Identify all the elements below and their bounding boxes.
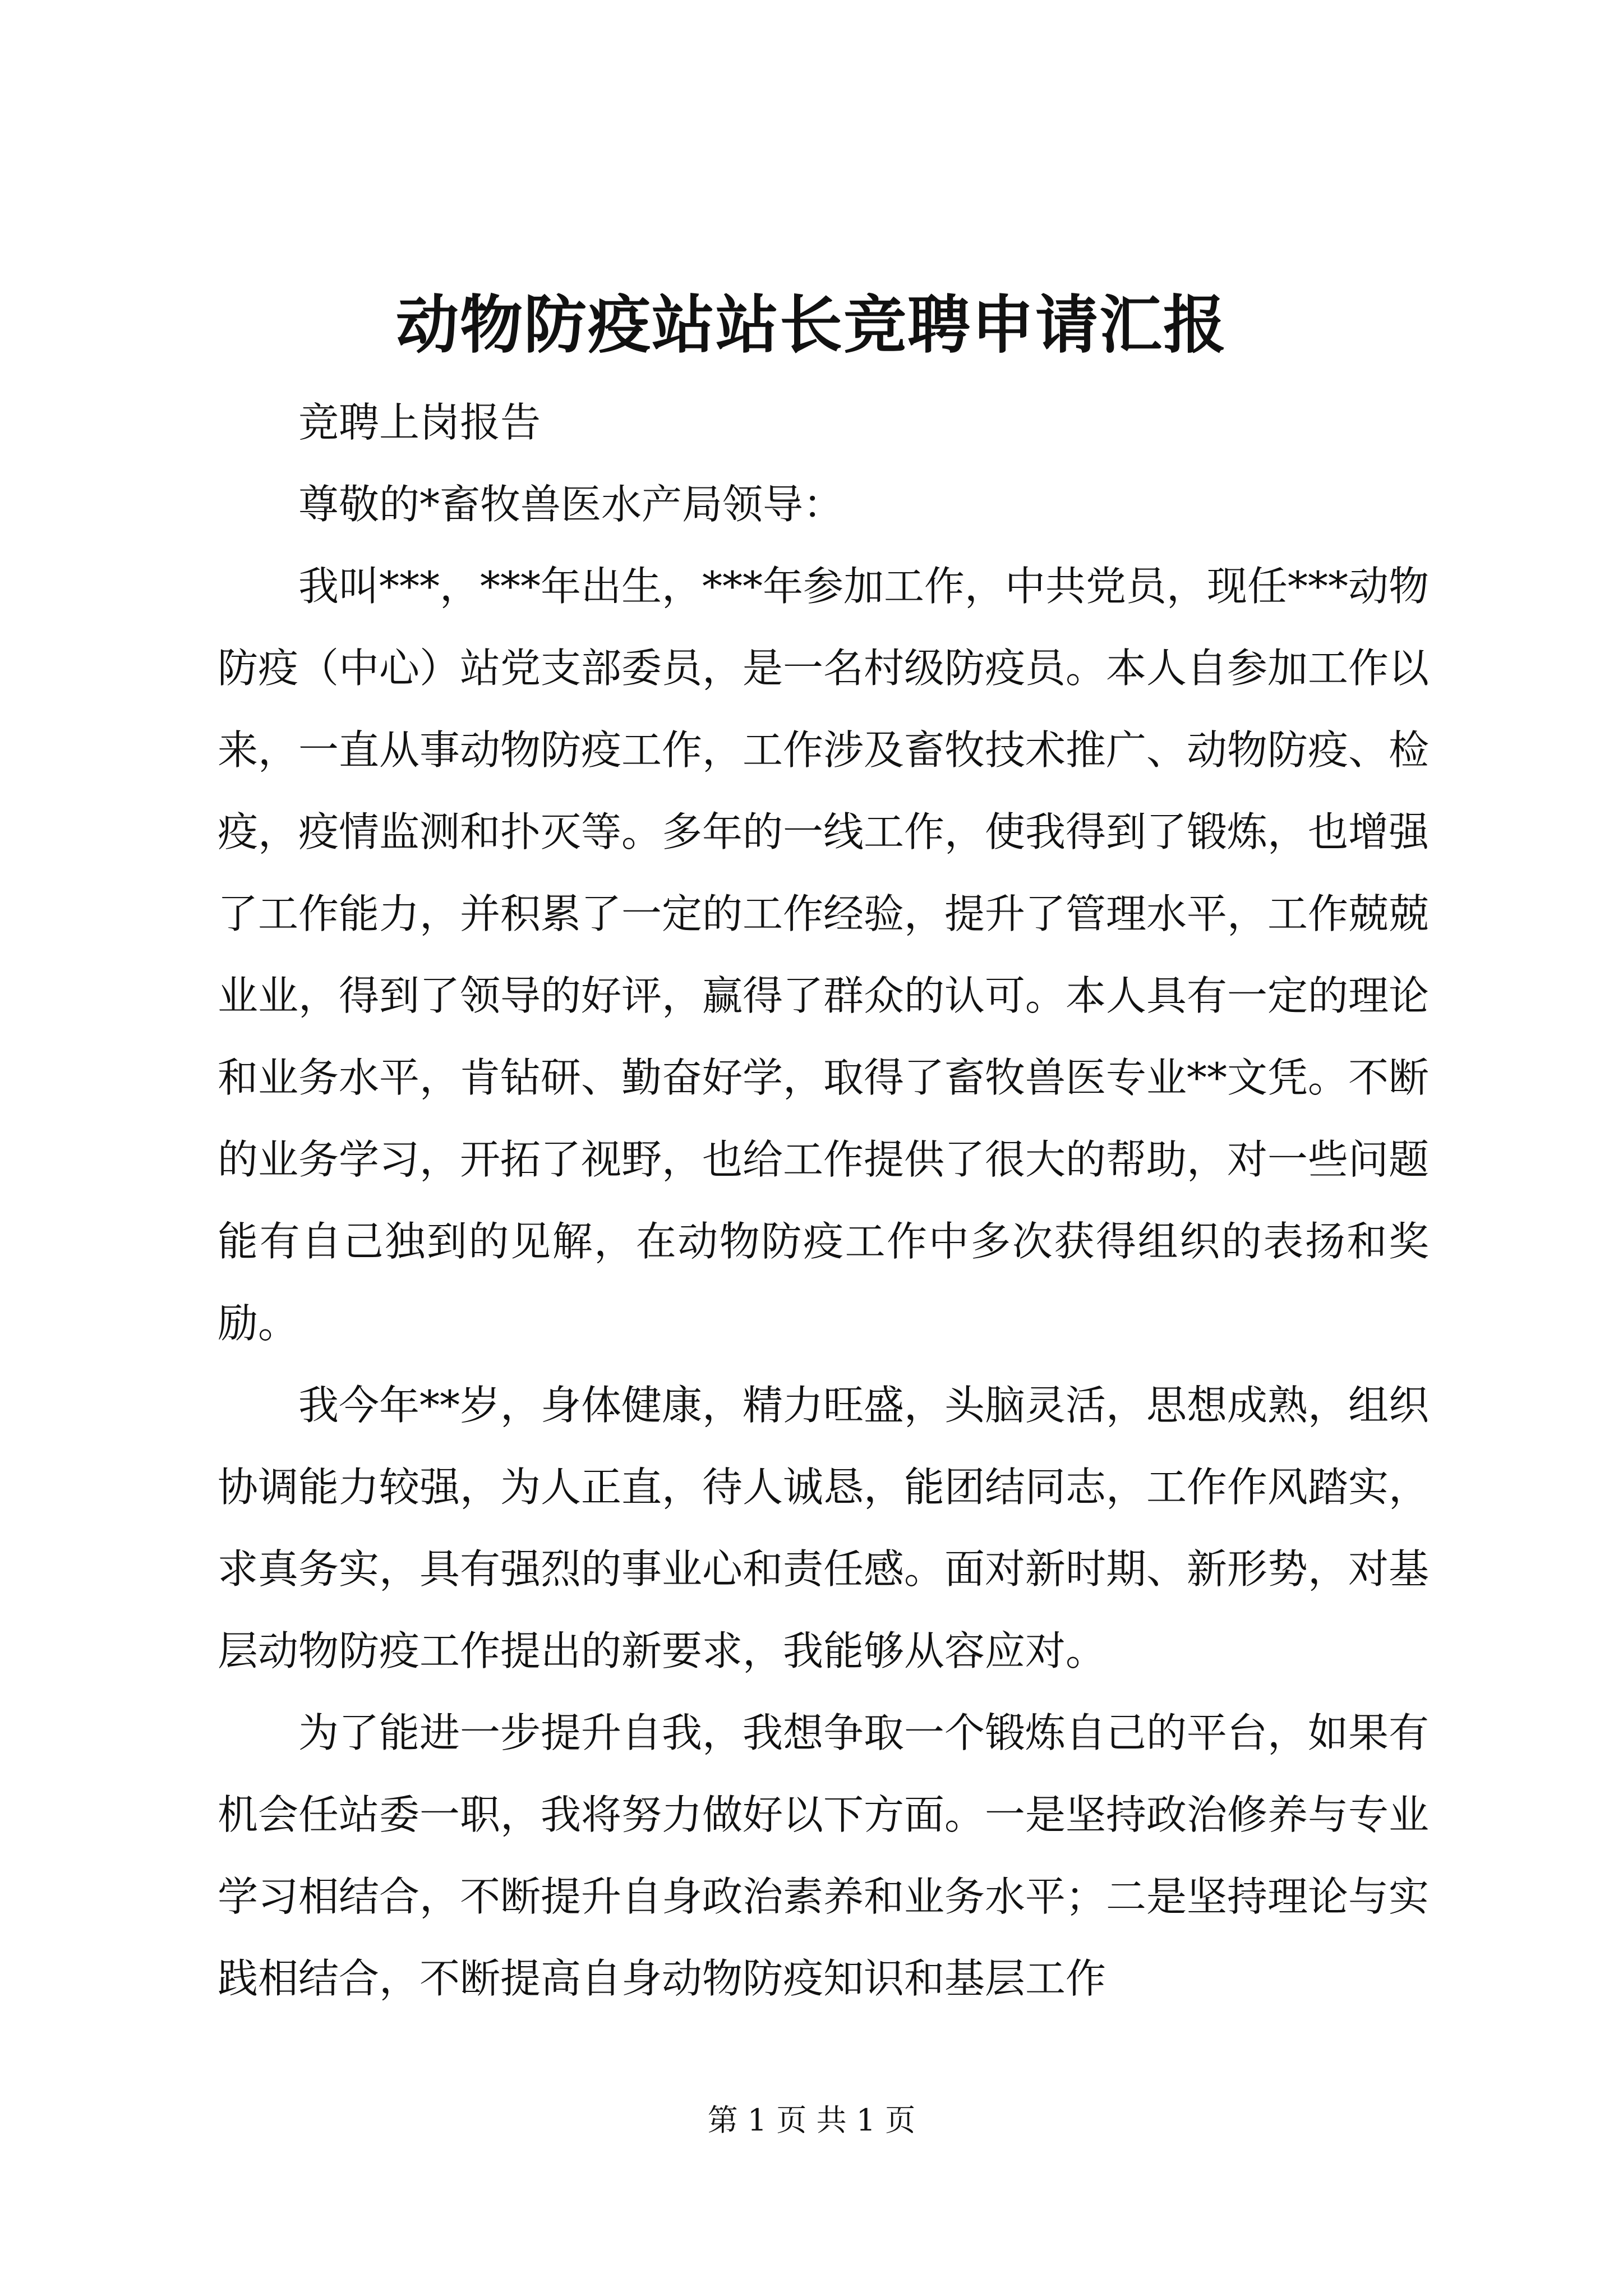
page-footer: 第 1 页 共 1 页 [707,2102,916,2138]
paragraph-salutation: 尊敬的*畜牧兽医水产局领导： [298,481,844,528]
paragraph-personal-qualities: 我今年**岁，身体健康，精力旺盛，头脑灵活，思想成熟，组织协调能力较强，为人正直，待人诚恳，能团结同志，工作作风踏实，求真务实，具有强烈的事业心和责任感。面对新时期、新形势，对基层动物防疫工作提出的新要求，我能够从容应对。 [218,1382,1430,1674]
paragraph-subtitle: 竞聘上岗报告 [298,399,541,446]
document-title: 动物防疫站站长竞聘申请汇报 [396,288,1227,362]
paragraph-work-plan: 为了能进一步提升自我，我想争取一个锻炼自己的平台，如果有机会任站委一职，我将努力做好以下方面。一是坚持政治修养与专业学习相结合，不断提升自身政治素养和业务水平；二是坚持理论与实践相结合，不断提高自身动物防疫知识和基层工作 [218,1709,1430,2002]
document-body [218,381,1429,2019]
paragraph-introduction: 我叫***，***年出生，***年参加工作，中共党员，现任***动物防疫（中心）站党支部委员，是一名村级防疫员。本人自参加工作以来，一直从事动物防疫工作，工作涉及畜牧技术推广、动物防疫、检疫，疫情监测和扑灭等。多年的一线工作，使我得到了锻炼，也增强了工作能力，并积累了一定的工作经验，提升了管理水平，工作兢兢业业，得到了领导的好评，赢得了群众的认可。本人具有一定的理论和业务水平，肯钻研、勤奋好学，取得了畜牧兽医专业**文凭。不断的业务学习，开拓了视野，也给工作提供了很大的帮助，对一些问题能有自己独到的见解，在动物防疫工作中多次获得组织的表扬和奖励。 [218,563,1430,1347]
